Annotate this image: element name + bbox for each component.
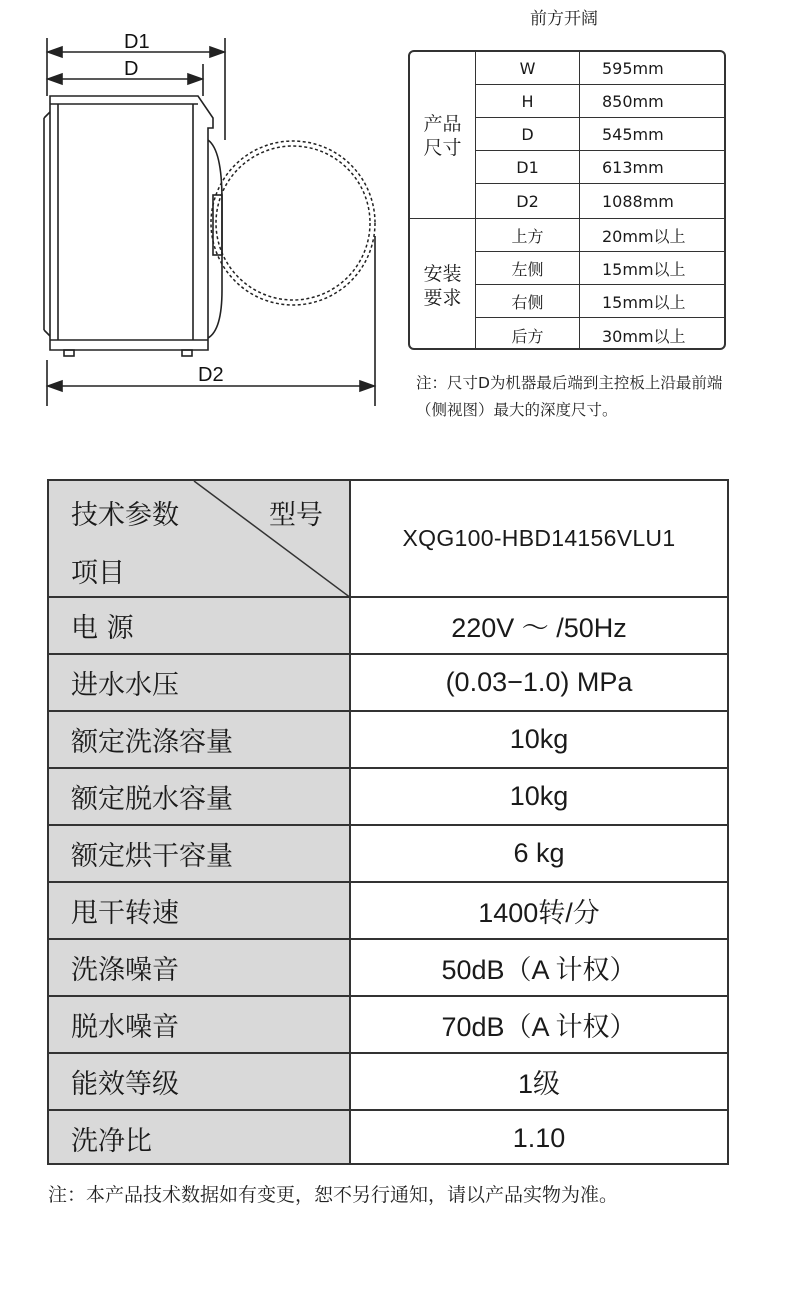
table-row [49, 598, 727, 655]
footer-note: 注：本产品技术数据如有变更，恕不另行通知，请以产品实物为准。 [48, 1184, 619, 1206]
dimension-table [408, 50, 726, 350]
size-row [476, 118, 724, 151]
install-key: 后方 [476, 318, 580, 350]
header-item-label: 项目 [71, 558, 125, 589]
row-value: (0.03−1.0) MPa [445, 667, 633, 697]
spec-table [47, 479, 729, 1165]
dimension-diagram [0, 0, 400, 420]
spec-table-header [49, 481, 727, 598]
header-model-label: 型号 [269, 500, 323, 531]
table-row [49, 712, 727, 769]
row-value: 1.10 [512, 1122, 566, 1153]
row-value: 70dB（A 计权） [441, 1012, 637, 1042]
front-clearance-caption: 前方开阔 [530, 9, 598, 29]
install-key: 左侧 [476, 252, 580, 284]
row-label: 能效等级 [71, 1069, 179, 1100]
install-value: 15mm以上 [602, 259, 686, 279]
size-key: D [476, 118, 580, 150]
row-label: 额定洗涤容量 [71, 727, 233, 758]
row-value: 6 kg [513, 838, 565, 868]
install-row [476, 219, 724, 252]
install-key: 右侧 [476, 285, 580, 317]
row-value: 10kg [509, 724, 569, 754]
table-row [49, 655, 727, 712]
row-value: 1级 [517, 1069, 561, 1099]
table-row [49, 883, 727, 940]
size-key: W [476, 52, 580, 84]
install-row [476, 318, 724, 350]
row-label: 洗净比 [71, 1125, 152, 1157]
row-value: 10kg [509, 781, 569, 811]
row-value: 1400转/分 [478, 898, 600, 928]
table-row [49, 769, 727, 826]
size-row [476, 184, 724, 219]
row-label: 额定脱水容量 [71, 784, 233, 815]
install-value: 15mm以上 [602, 292, 686, 312]
model-number: XQG100-HBD14156VLU1 [402, 525, 676, 551]
install-value: 30mm以上 [602, 326, 686, 346]
row-label: 脱水噪音 [71, 1012, 179, 1043]
row-label: 甩干转速 [71, 898, 179, 929]
size-key: D1 [476, 151, 580, 183]
install-row [476, 252, 724, 285]
size-row [476, 52, 724, 85]
dimension-note: 注：尺寸D为机器最后端到主控板上沿最前端（侧视图）最大的深度尺寸。 [416, 374, 723, 419]
spec-rows [49, 598, 727, 1163]
table-row [49, 940, 727, 997]
install-requirement-group [410, 219, 476, 350]
size-row [476, 85, 724, 118]
size-key: H [476, 85, 580, 117]
size-key: D2 [476, 184, 580, 219]
table-row [49, 826, 727, 883]
row-label: 电 源 [71, 613, 134, 644]
label-d: D [124, 58, 139, 80]
product-size-label: 产品尺寸 [423, 112, 462, 159]
install-value: 20mm以上 [602, 226, 686, 246]
product-size-group [410, 52, 476, 219]
row-label: 进水水压 [71, 670, 179, 701]
size-value: 595mm [602, 58, 664, 78]
size-row [476, 151, 724, 184]
install-row [476, 285, 724, 318]
table-row [49, 997, 727, 1054]
label-d1: D1 [124, 31, 150, 53]
size-value: 545mm [602, 124, 664, 144]
table-row [49, 1054, 727, 1111]
header-tech-params: 技术参数 [71, 500, 179, 531]
label-d2: D2 [198, 364, 224, 386]
size-value: 850mm [602, 91, 664, 111]
row-value: 220V ～ /50Hz [451, 613, 627, 643]
install-requirement-label: 安装要求 [423, 262, 462, 309]
install-key: 上方 [476, 219, 580, 251]
row-label: 洗涤噪音 [71, 955, 179, 986]
row-value: 50dB（A 计权） [441, 955, 637, 985]
row-label: 额定烘干容量 [71, 841, 233, 872]
size-value: 1088mm [602, 192, 674, 211]
table-row [49, 1111, 727, 1165]
size-value: 613mm [602, 157, 664, 177]
